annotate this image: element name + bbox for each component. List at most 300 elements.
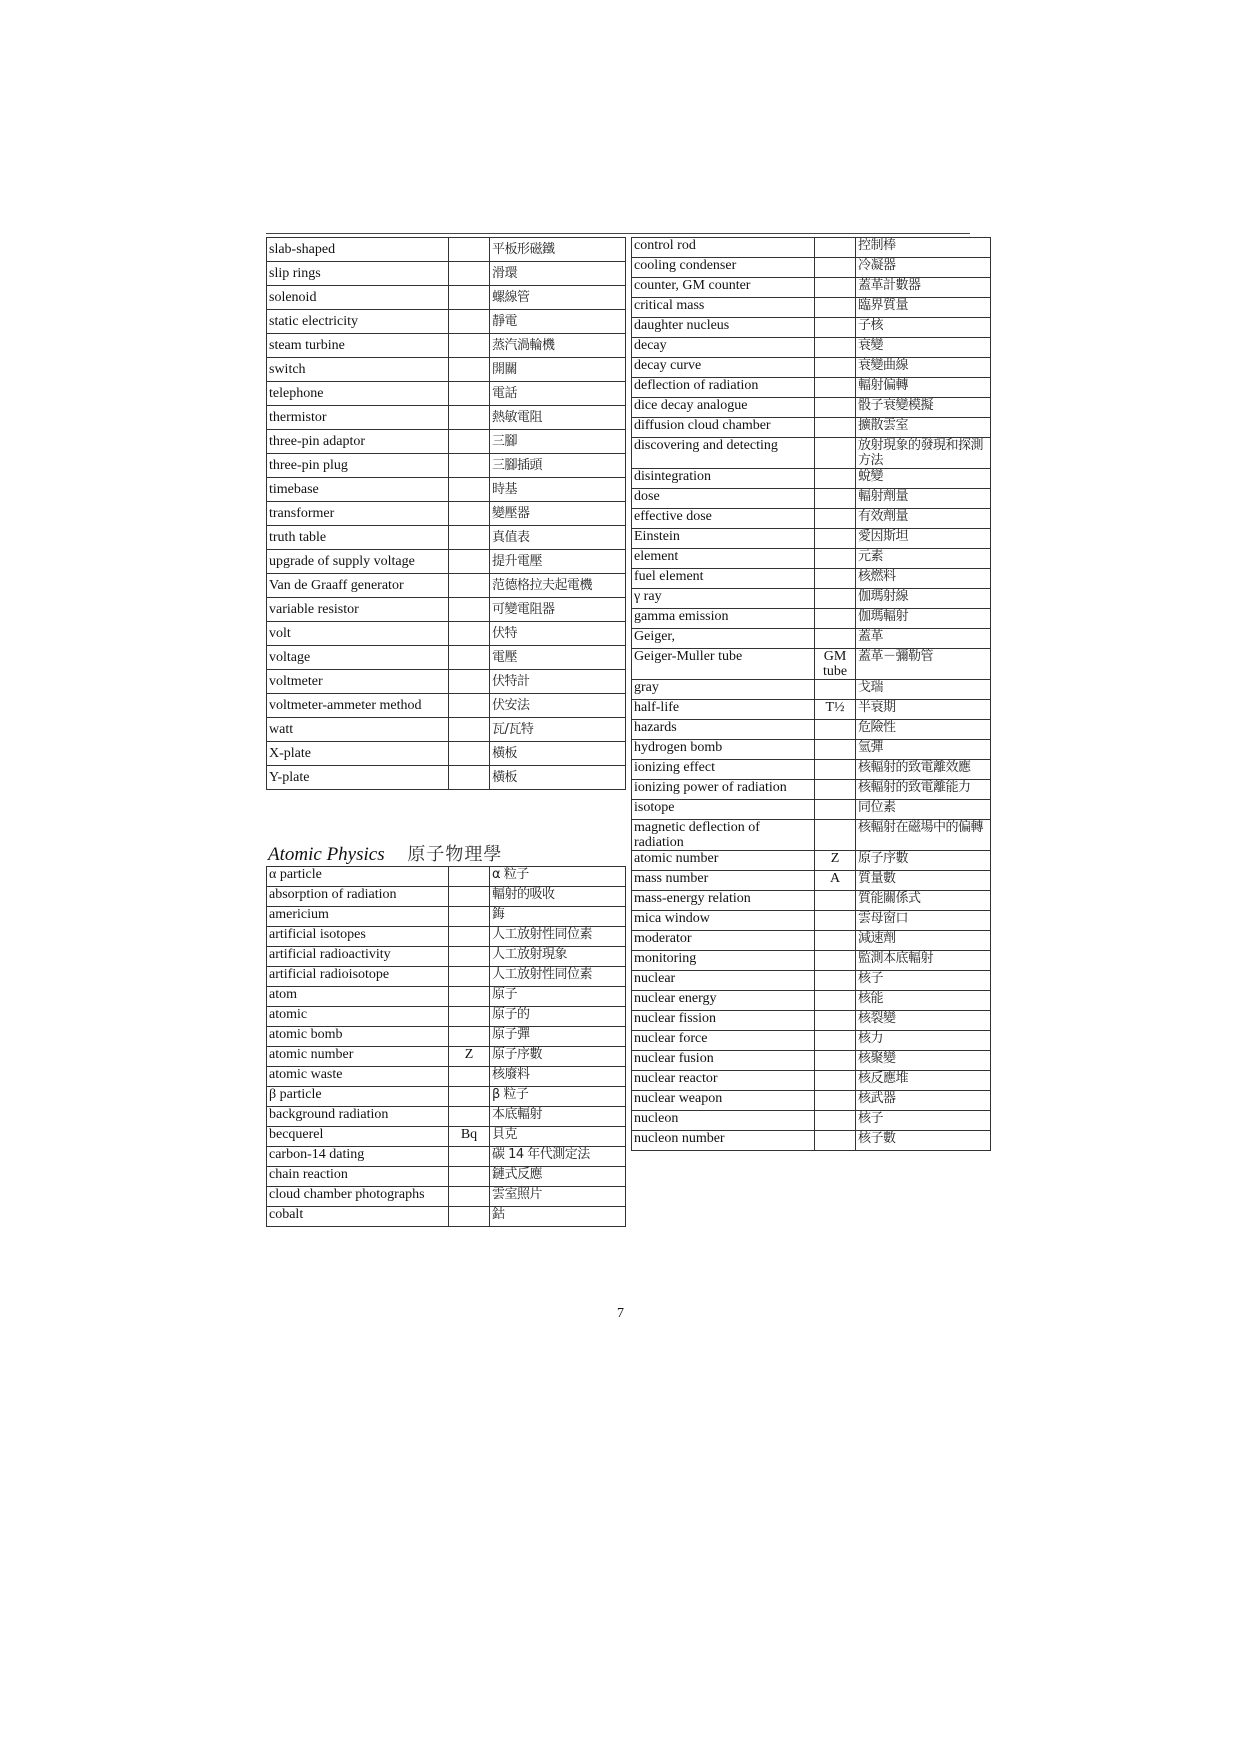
term-symbol [449,907,490,927]
section-title: Atomic Physics [268,844,385,865]
term-symbol: Z [815,851,856,871]
term-en: monitoring [632,951,815,971]
term-zh: 輻射偏轉 [856,378,991,398]
term-zh: 質能關係式 [856,891,991,911]
glossary-row [267,1167,626,1187]
term-en: dose [632,489,815,509]
term-symbol [449,1007,490,1027]
section-title-zh: 原子物理學 [407,844,503,865]
term-symbol [449,742,490,766]
term-en: slip rings [267,262,449,286]
term-en: chain reaction [267,1167,449,1187]
term-zh: 人工放射現象 [490,947,626,967]
term-zh: 核反應堆 [856,1071,991,1091]
glossary-row [267,550,626,574]
term-en: X-plate [267,742,449,766]
glossary-row [267,1027,626,1047]
term-symbol [815,1071,856,1091]
term-symbol [815,820,856,851]
term-zh: 核燃料 [856,569,991,589]
term-symbol [449,550,490,574]
term-en: slab-shaped [267,238,449,262]
term-symbol [815,991,856,1011]
term-zh: β 粒子 [490,1087,626,1107]
glossary-row [267,574,626,598]
term-en: background radiation [267,1107,449,1127]
glossary-row [632,931,991,951]
term-en: cobalt [267,1207,449,1227]
term-zh: 控制棒 [856,238,991,258]
term-en: Geiger, [632,629,815,649]
term-zh: 鈷 [490,1207,626,1227]
glossary-row [267,967,626,987]
term-zh: 子核 [856,318,991,338]
term-en: artificial isotopes [267,927,449,947]
glossary-row [632,780,991,800]
term-en: timebase [267,478,449,502]
glossary-row [632,629,991,649]
term-zh: 伽瑪輻射 [856,609,991,629]
glossary-row [632,338,991,358]
section-heading-atomic-physics [268,840,502,866]
term-symbol [449,286,490,310]
glossary-row [632,398,991,418]
term-en: hydrogen bomb [632,740,815,760]
glossary-row [267,310,626,334]
term-zh: 核輻射的致電離能力 [856,780,991,800]
term-symbol [815,629,856,649]
term-en: discovering and detecting [632,438,815,469]
term-symbol [449,867,490,887]
glossary-row [267,430,626,454]
term-en: mass-energy relation [632,891,815,911]
term-en: becquerel [267,1127,449,1147]
glossary-table-left-bottom [266,866,626,1227]
term-zh: 核聚變 [856,1051,991,1071]
term-zh: 原子序數 [856,851,991,871]
glossary-row [632,418,991,438]
term-symbol [449,646,490,670]
term-symbol [449,478,490,502]
term-zh: 核武器 [856,1091,991,1111]
term-symbol [815,318,856,338]
term-zh: 鋂 [490,907,626,927]
term-en: isotope [632,800,815,820]
term-zh: 核能 [856,991,991,1011]
glossary-row [632,278,991,298]
term-en: α particle [267,867,449,887]
term-symbol [815,1091,856,1111]
term-symbol [449,1147,490,1167]
term-zh: 元素 [856,549,991,569]
term-zh: 熱敏電阻 [490,406,626,430]
term-en: atomic waste [267,1067,449,1087]
term-symbol [815,720,856,740]
term-en: switch [267,358,449,382]
glossary-row [632,1111,991,1131]
term-en: nuclear [632,971,815,991]
term-zh: 核子 [856,1111,991,1131]
term-symbol [815,589,856,609]
term-symbol [449,526,490,550]
glossary-row [632,529,991,549]
term-symbol [815,569,856,589]
term-symbol [449,262,490,286]
term-symbol [449,238,490,262]
glossary-row [267,987,626,1007]
term-en: Geiger-Muller tube [632,649,815,680]
glossary-row [632,800,991,820]
term-en: ionizing power of radiation [632,780,815,800]
term-zh: 螺線管 [490,286,626,310]
glossary-row [632,1031,991,1051]
term-en: nucleon number [632,1131,815,1151]
term-zh: 電壓 [490,646,626,670]
term-zh: α 粒子 [490,867,626,887]
term-symbol [449,502,490,526]
glossary-row [632,609,991,629]
term-zh: 蓋革 [856,629,991,649]
term-en: nucleon [632,1111,815,1131]
term-symbol: Z [449,1047,490,1067]
glossary-row [632,298,991,318]
term-zh: 原子 [490,987,626,1007]
glossary-row [632,1071,991,1091]
glossary-row [267,622,626,646]
term-symbol [815,358,856,378]
glossary-row [267,1007,626,1027]
term-en: carbon-14 dating [267,1147,449,1167]
term-symbol [815,298,856,318]
term-zh: 愛因斯坦 [856,529,991,549]
term-zh: 本底輻射 [490,1107,626,1127]
term-zh: 三腳 [490,430,626,454]
term-en: variable resistor [267,598,449,622]
term-zh: 范德格拉夫起電機 [490,574,626,598]
term-en: nuclear force [632,1031,815,1051]
glossary-row [632,1091,991,1111]
glossary-row [267,1147,626,1167]
term-en: daughter nucleus [632,318,815,338]
term-symbol [815,680,856,700]
term-en: upgrade of supply voltage [267,550,449,574]
glossary-row [632,891,991,911]
term-symbol [815,529,856,549]
glossary-row [632,649,991,680]
glossary-row [267,947,626,967]
glossary-row [632,1131,991,1151]
term-zh: 臨界質量 [856,298,991,318]
glossary-row [632,1051,991,1071]
term-en: atomic bomb [267,1027,449,1047]
glossary-row [267,1087,626,1107]
term-zh: 蒸汽渦輪機 [490,334,626,358]
glossary-row [632,569,991,589]
term-zh: 開關 [490,358,626,382]
term-symbol [449,574,490,598]
term-zh: 蓋革計數器 [856,278,991,298]
term-symbol: GM tube [815,649,856,680]
term-zh: 伏安法 [490,694,626,718]
term-symbol [449,927,490,947]
glossary-row [267,1107,626,1127]
glossary-row [632,318,991,338]
term-symbol [449,766,490,790]
glossary-row [267,742,626,766]
glossary-row [632,589,991,609]
glossary-row [632,991,991,1011]
term-en: nuclear energy [632,991,815,1011]
term-symbol [449,670,490,694]
term-en: three-pin plug [267,454,449,478]
term-zh: 變壓器 [490,502,626,526]
term-zh: 伏特計 [490,670,626,694]
term-zh: 雲室照片 [490,1187,626,1207]
glossary-row [632,700,991,720]
term-symbol [449,454,490,478]
term-en: ionizing effect [632,760,815,780]
term-en: deflection of radiation [632,378,815,398]
term-en: gamma emission [632,609,815,629]
glossary-row [267,478,626,502]
glossary-row [267,406,626,430]
glossary-row [267,1047,626,1067]
term-zh: 蛻變 [856,469,991,489]
glossary-table-left-top [266,237,626,790]
glossary-row [267,887,626,907]
term-zh: 衰變 [856,338,991,358]
term-en: cooling condenser [632,258,815,278]
term-symbol [815,238,856,258]
term-zh: 橫板 [490,742,626,766]
term-zh: 鏈式反應 [490,1167,626,1187]
term-symbol: Bq [449,1127,490,1147]
glossary-row [267,598,626,622]
glossary-row [267,238,626,262]
glossary-row [632,911,991,931]
glossary-row [267,718,626,742]
term-symbol [815,469,856,489]
term-zh: 骰子衰變模擬 [856,398,991,418]
term-zh: 蓋革－彌勒管 [856,649,991,680]
term-zh: 伏特 [490,622,626,646]
term-en: absorption of radiation [267,887,449,907]
glossary-row [632,258,991,278]
term-en: thermistor [267,406,449,430]
term-symbol [815,1051,856,1071]
term-en: nuclear fission [632,1011,815,1031]
page-number: 7 [617,1306,624,1321]
term-symbol [449,947,490,967]
term-en: magnetic deflection of radiation [632,820,815,851]
term-en: dice decay analogue [632,398,815,418]
term-en: diffusion cloud chamber [632,418,815,438]
term-symbol [815,609,856,629]
term-symbol: A [815,871,856,891]
term-en: telephone [267,382,449,406]
term-zh: 核子數 [856,1131,991,1151]
term-symbol [449,1087,490,1107]
term-symbol [815,780,856,800]
term-en: static electricity [267,310,449,334]
term-zh: 監測本底輻射 [856,951,991,971]
term-zh: 氫彈 [856,740,991,760]
term-symbol [449,1067,490,1087]
term-symbol [815,398,856,418]
term-zh: 核子 [856,971,991,991]
term-symbol [449,406,490,430]
term-en: voltage [267,646,449,670]
term-en: Einstein [632,529,815,549]
term-zh: 危險性 [856,720,991,740]
term-en: atom [267,987,449,1007]
term-symbol [449,310,490,334]
term-zh: 原子彈 [490,1027,626,1047]
glossary-row [267,867,626,887]
term-symbol [449,887,490,907]
glossary-row [267,1127,626,1147]
term-en: gray [632,680,815,700]
term-zh: 擴散雲室 [856,418,991,438]
term-symbol [449,1207,490,1227]
glossary-row [632,549,991,569]
glossary-row [632,489,991,509]
term-en: mica window [632,911,815,931]
term-en: γ ray [632,589,815,609]
glossary-row [632,951,991,971]
glossary-row [267,1067,626,1087]
term-symbol [449,1107,490,1127]
term-en: nuclear fusion [632,1051,815,1071]
glossary-row [267,382,626,406]
term-zh: 滑環 [490,262,626,286]
term-en: watt [267,718,449,742]
term-en: decay [632,338,815,358]
term-en: cloud chamber photographs [267,1187,449,1207]
term-en: americium [267,907,449,927]
glossary-row [267,670,626,694]
glossary-row [632,871,991,891]
term-zh: 冷凝器 [856,258,991,278]
term-en: artificial radioactivity [267,947,449,967]
term-symbol: T½ [815,700,856,720]
term-symbol [815,740,856,760]
glossary-row [267,1187,626,1207]
term-zh: 人工放射性同位素 [490,967,626,987]
term-en: mass number [632,871,815,891]
term-en: voltmeter-ammeter method [267,694,449,718]
term-symbol [449,1167,490,1187]
glossary-row [267,646,626,670]
glossary-table-right [631,237,991,1151]
term-symbol [815,338,856,358]
glossary-row [267,502,626,526]
term-symbol [449,1187,490,1207]
glossary-row [632,378,991,398]
term-symbol [449,1027,490,1047]
term-zh: 原子序數 [490,1047,626,1067]
term-zh: 靜電 [490,310,626,334]
glossary-row [267,927,626,947]
term-zh: 瓦/瓦特 [490,718,626,742]
term-symbol [815,1011,856,1031]
term-en: atomic number [632,851,815,871]
glossary-row [267,358,626,382]
term-en: atomic [267,1007,449,1027]
glossary-row [632,1011,991,1031]
term-en: element [632,549,815,569]
glossary-row [267,907,626,927]
term-en: truth table [267,526,449,550]
term-zh: 平板形磁鐵 [490,238,626,262]
term-symbol [815,1131,856,1151]
glossary-row [267,454,626,478]
term-zh: 橫板 [490,766,626,790]
glossary-row [632,760,991,780]
term-symbol [449,694,490,718]
term-en: control rod [632,238,815,258]
glossary-row [632,509,991,529]
term-symbol [449,430,490,454]
term-symbol [449,382,490,406]
term-zh: 核廢料 [490,1067,626,1087]
term-en: moderator [632,931,815,951]
term-zh: 核裂變 [856,1011,991,1031]
term-symbol [815,258,856,278]
term-zh: 真值表 [490,526,626,550]
term-zh: 核力 [856,1031,991,1051]
term-zh: 核輻射在磁場中的偏轉 [856,820,991,851]
term-symbol [815,951,856,971]
term-en: artificial radioisotope [267,967,449,987]
term-symbol [815,800,856,820]
term-symbol [815,911,856,931]
term-en: half-life [632,700,815,720]
glossary-row [632,238,991,258]
term-symbol [815,1111,856,1131]
glossary-row [267,334,626,358]
term-zh: 輻射劑量 [856,489,991,509]
term-zh: 提升電壓 [490,550,626,574]
term-en: voltmeter [267,670,449,694]
term-symbol [815,1031,856,1051]
term-zh: 伽瑪射線 [856,589,991,609]
term-zh: 核輻射的致電離效應 [856,760,991,780]
term-en: nuclear weapon [632,1091,815,1111]
term-zh: 戈瑞 [856,680,991,700]
term-symbol [815,378,856,398]
glossary-row [632,971,991,991]
term-symbol [815,971,856,991]
term-en: nuclear reactor [632,1071,815,1091]
term-en: effective dose [632,509,815,529]
term-symbol [449,718,490,742]
glossary-row [267,694,626,718]
term-zh: 貝克 [490,1127,626,1147]
term-symbol [815,489,856,509]
term-symbol [815,549,856,569]
term-zh: 半衰期 [856,700,991,720]
term-symbol [815,418,856,438]
term-en: solenoid [267,286,449,310]
glossary-row [632,851,991,871]
term-zh: 雲母窗口 [856,911,991,931]
term-en: transformer [267,502,449,526]
glossary-row [632,358,991,378]
glossary-row [632,820,991,851]
term-zh: 可變電阻器 [490,598,626,622]
glossary-row [632,680,991,700]
